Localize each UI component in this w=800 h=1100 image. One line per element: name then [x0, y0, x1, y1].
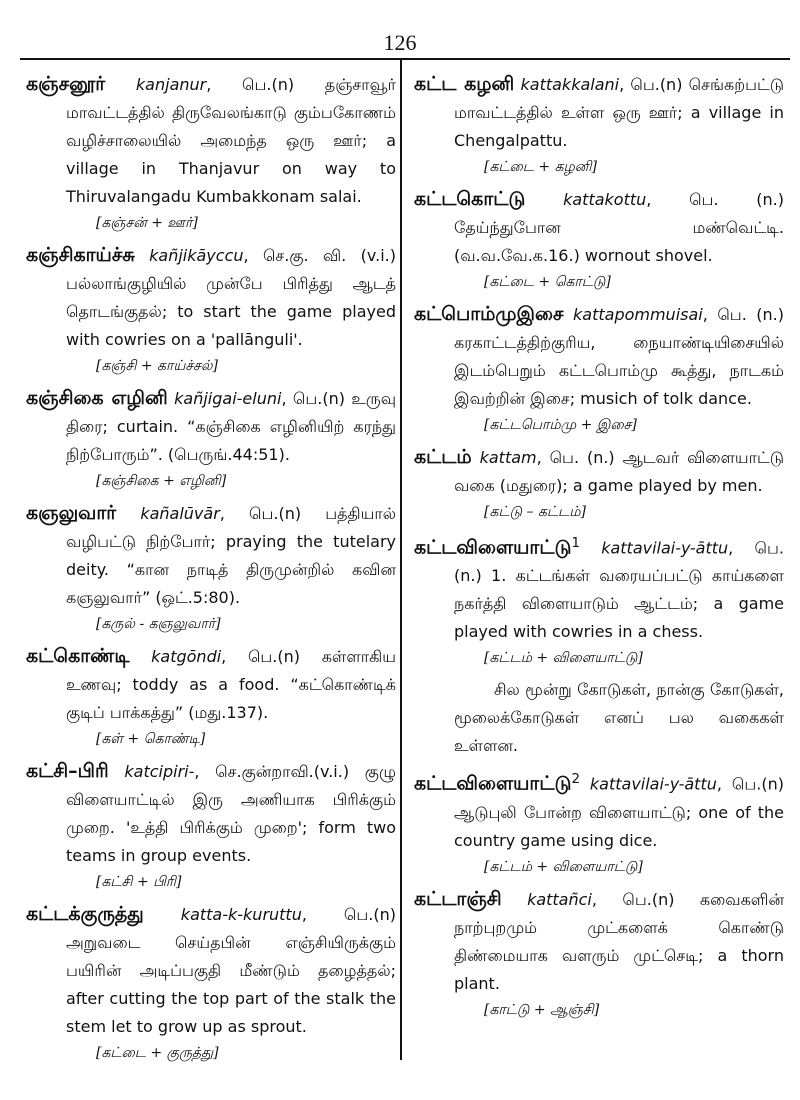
definition: , பெ.(n) செங்கற்பட்டு மாவட்டத்தில் உள்ள ஒரு ஊர்; a village in Chengalpattu.: [454, 75, 785, 150]
page-number: 126: [383, 30, 417, 55]
headword: கஞ்சிகை எழினி: [26, 387, 168, 409]
dictionary-entry: [26, 757, 396, 892]
etymology: [காட்டு + ஆஞ்சி]: [484, 1001, 600, 1018]
dictionary-entry: [414, 300, 784, 435]
etymology: [கட்டம் + விளையாட்டு]: [484, 858, 643, 875]
headword: கட்ட கழனி: [414, 73, 515, 95]
entry-text: [414, 443, 784, 500]
dictionary-entry: [414, 70, 784, 177]
definition: , பெ.(n) கள்ளாகிய உணவு; toddy as a food. “கட்கொண்டிக் குடிப் பாக்கத்து” (மது.137).: [66, 647, 396, 722]
definition: , பெ.(n) கவைகளின் நாற்புறமும் முட்களைக் கொண்டு திண்மையாக வளரும் முட்செடி; a thorn plant.: [454, 889, 785, 993]
etymology: [கள் + கொண்டி]: [96, 731, 206, 747]
column-divider: [400, 60, 402, 1060]
dictionary-entry: [26, 384, 396, 491]
etymology: [கட்டம் + விளையாட்டு]: [484, 650, 643, 667]
dictionary-entry: [26, 499, 396, 634]
dictionary-entry: [26, 241, 396, 376]
etymology: [கட்டபொம்மு + இசை]: [484, 417, 637, 433]
headword: கஞ்சிகாய்ச்சு: [26, 244, 135, 266]
entry-text: [414, 766, 784, 854]
etymology: [கட்டை + கழனி]: [484, 159, 598, 175]
transliteration: kañjikāyccu: [149, 246, 244, 265]
entry-text: [26, 642, 396, 727]
definition: , பெ. (n.) தேய்ந்துபோன மண்வெட்டி. (வ.வ.வே.க.16.) wornout shovel.: [454, 190, 784, 265]
header-rule: [20, 58, 790, 60]
right-column: [414, 70, 784, 1028]
etymology: [கஞ்சிகை + எழினி]: [96, 473, 227, 489]
dictionary-entry: [414, 530, 784, 760]
transliteration: kañjigai-eluni: [174, 389, 282, 408]
transliteration: kattakottu: [563, 190, 647, 209]
headword: கஞ்சனூர்: [26, 73, 106, 95]
dictionary-entry: [414, 885, 784, 1020]
transliteration: kattakkalani: [520, 75, 620, 94]
headword: கட்டவிளையாட்டு: [414, 536, 572, 559]
headword: கஞலுவார்: [26, 502, 117, 524]
headword: கட்கொண்டி: [26, 645, 130, 667]
etymology: [கஞ்சி + காய்ச்சல்]: [96, 358, 218, 374]
entry-text: [414, 885, 784, 998]
headword: கட்டகொட்டு: [414, 188, 526, 210]
dictionary-entry: [414, 766, 784, 876]
dictionary-entry: [414, 185, 784, 292]
definition: , செ.கு. வி. (v.i.) பல்லாங்குழியில் முன்பே பிரித்து ஆடத் தொடங்குதல்; to start the game played with cowries on a 'pallānguli'.: [66, 246, 396, 349]
transliteration: kattam: [479, 448, 537, 467]
definition: , பெ. (n.) கரகாட்டத்திற்குரிய, நையாண்டியிசையில் இடம்பெறும் கட்டபொம்மு கூத்து, நாடகம் இவற்றின் இசை; musich of tolk dance.: [454, 305, 784, 408]
entry-text: [26, 241, 396, 354]
entry-text: [26, 384, 396, 469]
homonym-number: 2: [571, 772, 580, 788]
definition: , பெ.(n) ஆடுபுலி போன்ற விளையாட்டு; one of the country game using dice.: [454, 774, 784, 850]
headword: கட்டம்: [414, 446, 472, 468]
definition: , பெ. (n.) 1. கட்டங்கள் வரையப்பட்டு காய்களை நகர்த்தி விளையாடும் ஆட்டம்; a game played with cowries in a chess.: [454, 538, 784, 642]
transliteration: kattavilai-y-āttu: [589, 774, 717, 794]
headword: கட்டவிளையாட்டு: [414, 772, 572, 795]
headword: கட்பொம்முஇசை: [414, 303, 564, 325]
definition: , பெ.(n) அறுவடை செய்தபின் எஞ்சியிருக்கும் பயிரின் அடிப்பகுதி மீண்டும் தழைத்தல்; after cutting the top part of the stalk the stem let to grow up as sprout.: [66, 905, 396, 1036]
etymology: [கட்சி + பிரி]: [96, 874, 182, 890]
dictionary-entry: [26, 900, 396, 1063]
dictionary-entry: [414, 443, 784, 522]
headword: கட்சி–பிரி: [26, 760, 109, 782]
transliteration: katta-k-kuruttu: [180, 905, 302, 924]
definition: , பெ. (n.) ஆடவர் விளையாட்டு வகை (மதுரை); a game played by men.: [454, 448, 784, 495]
entry-text: [26, 70, 396, 211]
transliteration: kañalūvār: [140, 504, 220, 523]
transliteration: kattavilai-y-āttu: [601, 538, 729, 558]
entry-text: [414, 70, 784, 155]
definition: , பெ.(n) தஞ்சாவூர் மாவட்டத்தில் திருவேலங்காடு கும்பகோணம் வழிச்சாலையில் அமைந்த ஒரு ஊர்; a village in Thanjavur on way to Thiruvalangadu Kumbakkonam salai.: [66, 75, 397, 206]
etymology: [கட்டு – கட்டம்]: [484, 504, 586, 520]
transliteration: kanjanur: [135, 75, 207, 94]
homonym-number: 1: [571, 536, 580, 551]
etymology: [கட்டை + கொட்டு]: [484, 274, 611, 290]
headword: கட்டக்குருத்து: [26, 903, 144, 925]
transliteration: katcipiri-: [124, 762, 195, 781]
transliteration: kattañci: [527, 889, 592, 909]
transliteration: katgōndi: [151, 647, 222, 666]
definition: , பெ.(n) உருவு திரை; curtain. “கஞ்சிகை எழினியிற் கரந்து நிற்போரும்”. (பெருங்.44:51).: [66, 389, 397, 464]
dictionary-entry: [26, 70, 396, 233]
transliteration: kattapommuisai: [573, 305, 703, 324]
definition: , செ.குன்றாவி.(v.i.) குழு விளையாட்டில் இரு அணியாக பிரிக்கும் முறை. 'உத்தி பிரிக்கும் முறை'; form two teams in group events.: [66, 762, 396, 865]
headword: கட்டாஞ்சி: [414, 887, 502, 910]
entry-text: [26, 900, 396, 1041]
entry-text: [414, 185, 784, 270]
dictionary-entry: [26, 642, 396, 749]
entry-text: [414, 530, 784, 646]
entry-text: [414, 300, 784, 413]
entry-note: சில மூன்று கோடுகள், நான்கு கோடுகள், மூலைக்கோடுகள் எனப் பல வகைகள் உள்ளன.: [454, 680, 784, 756]
etymology: [கருல் - கஞலுவார்]: [96, 616, 221, 632]
etymology: [கட்டை + குருத்து]: [96, 1045, 219, 1061]
etymology: [கஞ்சன் + ஊர்]: [96, 215, 198, 231]
left-column: [26, 70, 396, 1071]
entry-text: [26, 499, 396, 612]
entry-text: [26, 757, 396, 870]
definition: , பெ.(n) பத்தியால் வழிபட்டு நிற்போர்; praying the tutelary deity. “கான நாடித் திருமுன்றில் கவின கஞலுவார்” (ஒட்.5:80).: [66, 504, 396, 607]
